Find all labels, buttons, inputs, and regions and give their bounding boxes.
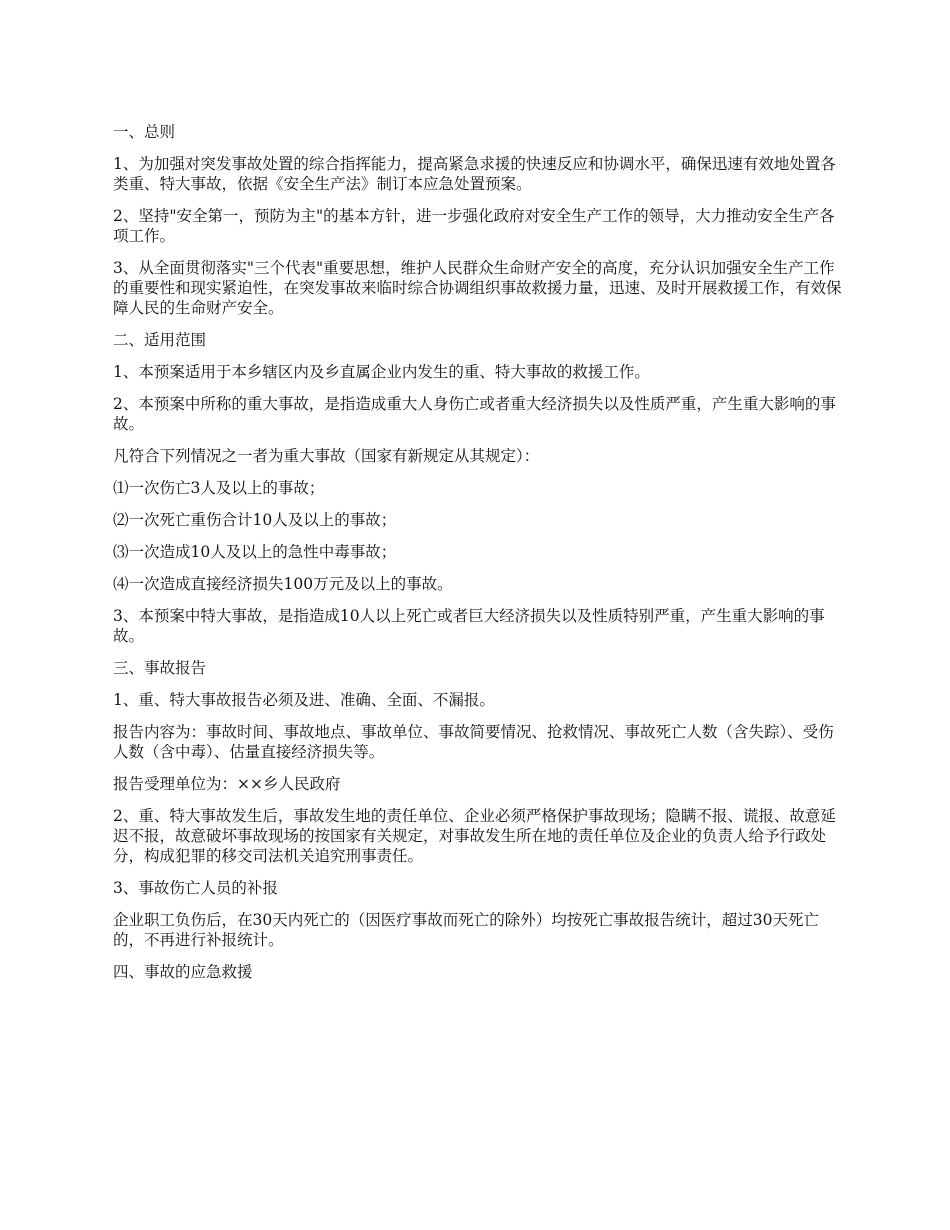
paragraph: 企业职工负伤后，在30天内死亡的（因医疗事故而死亡的除外）均按死亡事故报告统计，超过30天死亡的，不再进行补报统计。 (113, 911, 819, 949)
paragraph: 2、重、特大事故发生后，事故发生地的责任单位、企业必须严格保护事故现场；隐瞒不报、谎报、故意延迟不报，故意破坏事故现场的按国家有关规定，对事故发生所在地的责任单位及企业的负责人给予行政处分，构成犯罪的移交司法机关追究刑事责任。 (113, 807, 836, 865)
document-body (113, 122, 843, 994)
section-heading-scope: 二、适用范围 (113, 331, 207, 349)
paragraph: 报告受理单位为：××乡人民政府 (113, 775, 341, 793)
section-heading-report: 三、事故报告 (113, 659, 207, 677)
list-item: ⑵一次死亡重伤合计10人及以上的事故； (113, 511, 397, 529)
paragraph: 2、本预案中所称的重大事故，是指造成重大人身伤亡或者重大经济损失以及性质严重，产生重大影响的事故。 (113, 395, 836, 433)
list-item: ⑴一次伤亡3人及以上的事故； (113, 479, 325, 497)
paragraph: 凡符合下列情况之一者为重大事故（国家有新规定从其规定）： (113, 447, 540, 465)
paragraph: 2、坚持"安全第一，预防为主"的基本方针，进一步强化政府对安全生产工作的领导，大力推动安全生产各项工作。 (113, 207, 835, 245)
paragraph: 1、为加强对突发事故处置的综合指挥能力，提高紧急求援的快速反应和协调水平，确保迅速有效地处置各类重、特大事故，依据《安全生产法》制订本应急处置预案。 (113, 155, 836, 193)
paragraph: 1、本预案适用于本乡辖区内及乡直属企业内发生的重、特大事故的救援工作。 (113, 363, 650, 381)
paragraph: 3、从全面贯彻落实"三个代表"重要思想，维护人民群众生命财产安全的高度，充分认识加强安全生产工作的重要性和现实紧迫性，在突发事故来临时综合协调组织事故救援力量，迅速、及时开展救援工作，有效保障人民的生命财产安全。 (113, 259, 842, 317)
paragraph: 报告内容为：事故时间、事故地点、事故单位、事故简要情况、抢救情况、事故死亡人数（含失踪）、受伤人数（含中毒）、估量直接经济损失等。 (113, 723, 834, 761)
list-item: ⑶一次造成10人及以上的急性中毒事故； (113, 543, 397, 561)
list-item: ⑷一次造成直接经济损失100万元及以上的事故。 (113, 575, 453, 593)
section-heading-emergency-rescue: 四、事故的应急救援 (113, 963, 253, 981)
paragraph: 3、本预案中特大事故，是指造成10人以上死亡或者巨大经济损失以及性质特别严重，产生重大影响的事故。 (113, 607, 825, 645)
section-heading-general: 一、总则 (113, 123, 176, 141)
paragraph: 1、重、特大事故报告必须及进、准确、全面、不漏报。 (113, 691, 495, 709)
paragraph: 3、事故伤亡人员的补报 (113, 879, 278, 897)
